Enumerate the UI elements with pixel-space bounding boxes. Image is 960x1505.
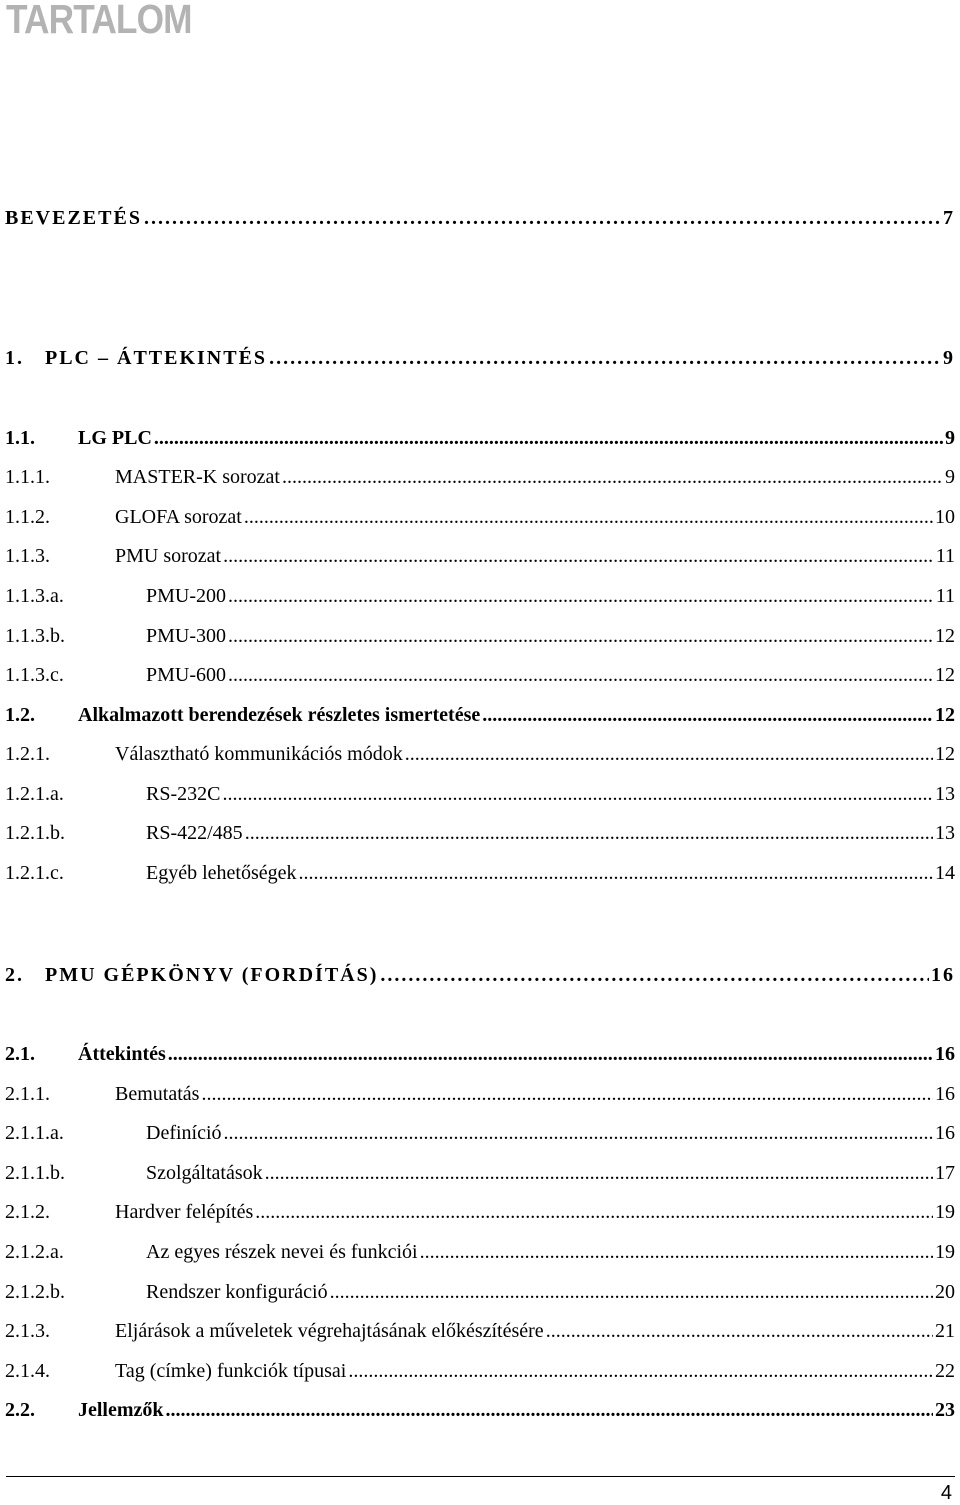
toc-dot-leader <box>244 506 933 529</box>
toc-entry-page: 19 <box>935 1201 955 1223</box>
toc-entry[interactable] <box>5 466 955 496</box>
toc-entry[interactable] <box>5 1320 955 1350</box>
toc-dot-leader <box>380 964 929 987</box>
toc-entry-title: Rendszer konfiguráció <box>146 1281 328 1303</box>
toc-entry-title: PMU sorozat <box>115 545 222 567</box>
toc-dot-leader <box>166 1399 933 1422</box>
toc-dot-leader <box>223 545 934 568</box>
toc-entry-number: 2.1.2. <box>5 1201 50 1223</box>
toc-dot-leader <box>228 585 934 608</box>
page-number: 4 <box>940 1482 952 1504</box>
toc-entry-number: 1.2.1.a. <box>5 783 64 805</box>
toc-entry[interactable] <box>5 743 955 773</box>
toc-entry-page: 12 <box>935 704 955 726</box>
toc-entry-number: 1.1.1. <box>5 466 50 488</box>
toc-entry-number: 2. <box>5 964 24 986</box>
toc-entry-page: 12 <box>935 625 955 647</box>
toc-dot-leader <box>245 822 933 845</box>
toc-dot-leader <box>255 1201 933 1224</box>
toc-dot-leader <box>348 1360 933 1383</box>
toc-entry-number: 1.2.1.c. <box>5 862 64 884</box>
toc-entry-number: 2.1.1.a. <box>5 1122 64 1144</box>
toc-entry-title: Tag (címke) funkciók típusai <box>115 1360 347 1382</box>
toc-entry-title: Bemutatás <box>115 1083 200 1105</box>
toc-entry[interactable] <box>5 1122 955 1152</box>
toc-entry-title: PMU-200 <box>146 585 227 607</box>
toc-entry-number: 1.1. <box>5 427 35 449</box>
toc-entry[interactable] <box>5 664 955 694</box>
toc-entry-page: 20 <box>935 1281 955 1303</box>
toc-entry-number: 1. <box>5 347 24 369</box>
toc-entry-number: 1.1.3.c. <box>5 664 64 686</box>
toc-entry-number: 2.1.1.b. <box>5 1162 65 1184</box>
toc-entry-page: 12 <box>935 664 955 686</box>
toc-entry-title: Alkalmazott berendezések részletes ismertetése <box>78 704 481 726</box>
toc-entry-number: 1.1.3.a. <box>5 585 64 607</box>
toc-entry-page: 17 <box>935 1162 955 1184</box>
toc-entry[interactable] <box>5 704 955 734</box>
toc-entry-title: PLC – ÁTTEKINTÉS <box>45 347 268 369</box>
toc-entry-title: Szolgáltatások <box>146 1162 263 1184</box>
toc-dot-leader <box>420 1241 933 1264</box>
toc-dot-leader <box>168 1043 933 1066</box>
toc-dot-leader <box>299 862 934 885</box>
toc-dot-leader <box>482 704 933 727</box>
toc-entry[interactable] <box>5 1043 955 1073</box>
toc-entry-number: 2.1.2.b. <box>5 1281 65 1303</box>
toc-entry-number: 2.1.4. <box>5 1360 50 1382</box>
toc-entry-page: 7 <box>943 207 955 229</box>
toc-entry-title: MASTER-K sorozat <box>115 466 280 488</box>
toc-entry-page: 9 <box>945 466 955 488</box>
toc-entry-page: 9 <box>943 347 955 369</box>
toc-entry-number: 2.1.2.a. <box>5 1241 64 1263</box>
toc-entry-title: BEVEZETÉS <box>5 207 142 229</box>
toc-entry[interactable] <box>5 207 955 237</box>
toc-entry-title: Jellemzők <box>78 1399 164 1421</box>
toc-entry-number: 2.1.1. <box>5 1083 50 1105</box>
toc-entry-number: 2.1.3. <box>5 1320 50 1342</box>
toc-entry-page: 14 <box>935 862 955 884</box>
toc-entry-title: Az egyes részek nevei és funkciói <box>146 1241 418 1263</box>
toc-dot-leader <box>265 1162 933 1185</box>
toc-entry[interactable] <box>5 862 955 892</box>
toc-entry-page: 13 <box>935 822 955 844</box>
toc-entry[interactable] <box>5 1399 955 1429</box>
toc-entry-page: 11 <box>935 545 955 567</box>
toc-entry-number: 1.2.1. <box>5 743 50 765</box>
toc-entry-page: 11 <box>935 585 955 607</box>
toc-dot-leader <box>269 347 941 370</box>
toc-entry-page: 16 <box>935 1043 955 1065</box>
toc-dot-leader <box>228 625 933 648</box>
toc-entry[interactable] <box>5 964 955 994</box>
toc-entry-number: 1.1.2. <box>5 506 50 528</box>
toc-entry-number: 1.1.3.b. <box>5 625 65 647</box>
toc-entry-page: 9 <box>945 427 955 449</box>
toc-dot-leader <box>154 427 943 450</box>
toc-entry-page: 10 <box>935 506 955 528</box>
toc-entry-title: Definíció <box>146 1122 222 1144</box>
toc-entry[interactable] <box>5 1241 955 1271</box>
toc-entry-number: 2.1. <box>5 1043 35 1065</box>
toc-entry-page: 13 <box>935 783 955 805</box>
toc-dot-leader <box>201 1083 933 1106</box>
footer-divider <box>6 1476 955 1477</box>
toc-entry-page: 16 <box>931 964 955 986</box>
toc-entry[interactable] <box>5 1281 955 1311</box>
page-title: TARTALOM <box>6 0 192 42</box>
toc-dot-leader <box>546 1320 933 1343</box>
toc-dot-leader <box>224 1122 933 1145</box>
toc-entry-title: Áttekintés <box>78 1043 166 1065</box>
toc-entry[interactable] <box>5 506 955 536</box>
toc-entry-page: 12 <box>935 743 955 765</box>
toc-entry[interactable] <box>5 545 955 575</box>
toc-entry[interactable] <box>5 1162 955 1192</box>
toc-entry[interactable] <box>5 783 955 813</box>
toc-entry[interactable] <box>5 1083 955 1113</box>
toc-entry-page: 22 <box>935 1360 955 1382</box>
toc-entry-title: Hardver felépítés <box>115 1201 254 1223</box>
toc-entry[interactable] <box>5 427 955 457</box>
toc-entry[interactable] <box>5 1360 955 1390</box>
toc-entry-page: 16 <box>935 1083 955 1105</box>
toc-entry[interactable] <box>5 822 955 852</box>
toc-entry-title: GLOFA sorozat <box>115 506 242 528</box>
toc-dot-leader <box>330 1281 933 1304</box>
toc-entry[interactable] <box>5 347 955 377</box>
toc-dot-leader <box>228 664 933 687</box>
toc-entry-page: 16 <box>935 1122 955 1144</box>
toc-entry[interactable] <box>5 625 955 655</box>
toc-entry-page: 19 <box>935 1241 955 1263</box>
toc-entry-title: Egyéb lehetőségek <box>146 862 297 884</box>
toc-entry-number: 1.1.3. <box>5 545 50 567</box>
toc-entry-title: PMU-600 <box>146 664 227 686</box>
toc-entry-title: LG PLC <box>78 427 152 449</box>
toc-dot-leader <box>222 783 933 806</box>
toc-dot-leader <box>405 743 933 766</box>
toc-dot-leader <box>144 207 941 230</box>
toc-entry[interactable] <box>5 1201 955 1231</box>
toc-entry[interactable] <box>5 585 955 615</box>
toc-entry-page: 23 <box>935 1399 955 1421</box>
toc-entry-number: 2.2. <box>5 1399 35 1421</box>
toc-entry-title: PMU GÉPKÖNYV (FORDÍTÁS) <box>45 964 379 986</box>
toc-entry-title: PMU-300 <box>146 625 227 647</box>
toc-entry-number: 1.2.1.b. <box>5 822 65 844</box>
toc-entry-page: 21 <box>935 1320 955 1342</box>
toc-entry-title: RS-422/485 <box>146 822 243 844</box>
toc-entry-number: 1.2. <box>5 704 35 726</box>
toc-entry-title: Választható kommunikációs módok <box>115 743 403 765</box>
toc-entry-title: Eljárások a műveletek végrehajtásának előkészítésére <box>115 1320 544 1342</box>
toc-entry-title: RS-232C <box>146 783 221 805</box>
toc-dot-leader <box>282 466 943 489</box>
